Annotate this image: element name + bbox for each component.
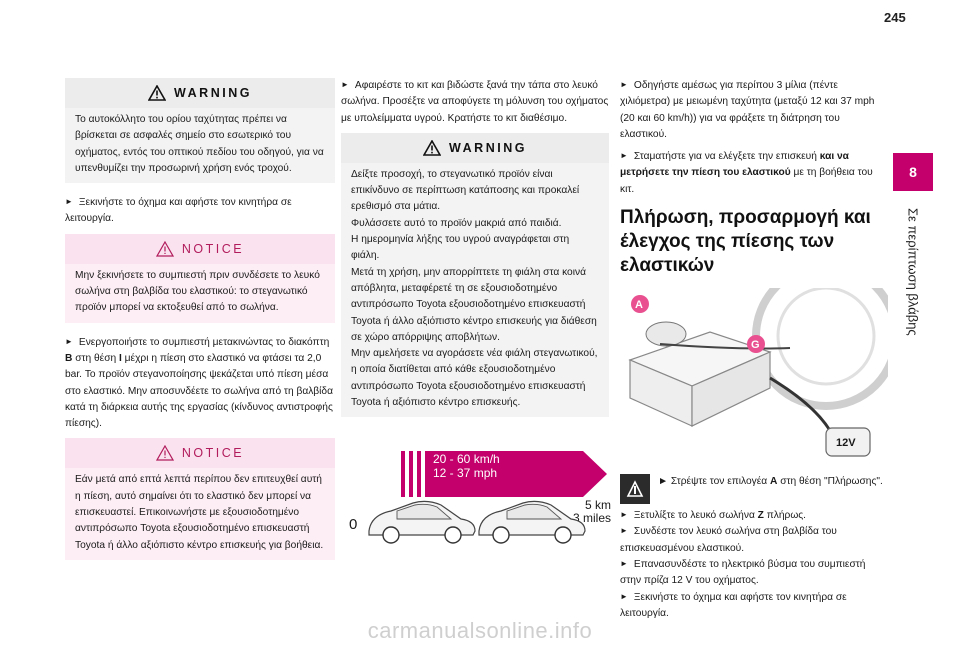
selector-dial-icon bbox=[620, 474, 650, 504]
notice-header-2 bbox=[65, 438, 335, 468]
driving-figure bbox=[341, 437, 609, 547]
chapter-title-wrap bbox=[893, 208, 933, 398]
chapter-tab[interactable]: 8 bbox=[893, 153, 933, 191]
page-number: 245 bbox=[884, 10, 906, 25]
speed-mph: 12 - 37 mph bbox=[433, 466, 498, 481]
warning-line: Μετά τη χρήση, μην απορρίπτετε τη φιάλη στα κοινά απόβλητα, μεταφέρετέ τη σε εξουσιοδοτημένο αντιπρόσωπο Toyota εξουσιοδοτημένο επισκευαστή Toyota ή άλλο αξιόπιστο κέντρο επισκευής για διάθεση σε χώρο απόρριψης αποβλήτων. bbox=[351, 266, 597, 343]
warning-label-2: WARNING bbox=[449, 140, 527, 155]
warning-triangle-icon bbox=[423, 140, 441, 156]
label-g: G bbox=[751, 339, 760, 352]
notice-text: Μην ξεκινήσετε το συμπιεστή πριν συνδέσετε το λευκό σωλήνα στη βαλβίδα του ελαστικού: το στεγανωτικό προϊόν μπορεί να εκτοξευθεί από το σωλήνα. bbox=[65, 264, 335, 323]
instruction-start-engine-2: ► Ξεκινήστε το όχημα και αφήστε τον κινητήρα σε λειτουργία. bbox=[620, 590, 888, 623]
instruction-remove-kit: ► Αφαιρέστε το κιτ και βιδώστε ξανά την τάπα στο λευκό σωλήνα. Προσέξτε να αποφύγετε τη μόλυνση του οχήματος με υπολείμματα υγρού. Κρατήστε το κιτ διαθέσιμο. bbox=[341, 78, 609, 127]
column-3 bbox=[620, 78, 888, 628]
section-heading: Πλήρωση, προσαρμογή και έλεγχος της πίεσης των ελαστικών bbox=[620, 207, 871, 277]
warning-header-2 bbox=[341, 133, 609, 163]
start-label: 0 bbox=[349, 516, 358, 534]
distance-miles: 3 miles bbox=[572, 511, 611, 526]
warning-box bbox=[65, 78, 335, 183]
notice-text-2: Εάν μετά από επτά λεπτά περίπου δεν επιτευχθεί αυτή η πίεση, αυτό σημαίνει ότι το ελαστικό δεν μπορεί να επισκευαστεί. Επικοινωνήστε με εξουσιοδοτημένο αντιπρόσωπο Toyota εξουσιοδοτημένο επισκευαστή Toyota ή άλλο αξιόπιστο κέντρο επισκευής για βοήθεια. bbox=[65, 468, 335, 559]
notice-box bbox=[65, 234, 335, 323]
selector-instruction-row bbox=[620, 474, 888, 504]
warning-line: Δείξτε προσοχή, το στεγανωτικό προϊόν είναι επικίνδυνο σε περίπτωση κατάποσης και προκαλεί ερεθισμό στα μάτια. bbox=[351, 168, 580, 213]
notice-label-2: NOTICE bbox=[181, 446, 245, 461]
instruction-stop-check: ► Σταματήστε για να ελέγξετε την επισκευή και να μετρήσετε την πίεση του ελαστικού με τη βοήθεια του κιτ. bbox=[620, 149, 888, 198]
tyre-inflate-icon bbox=[624, 478, 646, 500]
instruction-start-engine: ► Ξεκινήστε το όχημα και αφήστε τον κινητήρα σε λειτουργία. bbox=[65, 195, 335, 228]
speed-kmh: 20 - 60 km/h bbox=[433, 452, 500, 467]
warning-label: WARNING bbox=[174, 85, 252, 100]
distance-km: 5 km bbox=[584, 498, 611, 513]
car-icon bbox=[361, 495, 481, 545]
car-icon bbox=[471, 495, 591, 545]
instruction-drive: ► Οδηγήστε αμέσως για περίπου 3 μίλια (πέντε χιλιόμετρα) με μειωμένη ταχύτητα (μεταξύ 12 και 37 mph (20 και 60 km/h)) για να φράξετε τη διάτρηση του ελαστικού. bbox=[620, 78, 888, 143]
notice-triangle-icon bbox=[156, 445, 174, 461]
instruction-turn-selector: ► Στρέψτε τον επιλογέα A στη θέση "Πλήρωσης". bbox=[658, 476, 883, 488]
notice-triangle-icon bbox=[156, 241, 174, 257]
notice-label: NOTICE bbox=[181, 241, 245, 256]
warning-box-2 bbox=[341, 133, 609, 417]
warning-triangle-icon bbox=[148, 85, 166, 101]
column-2 bbox=[341, 78, 609, 547]
instruction-reconnect-plug: ► Επανασυνδέστε το ηλεκτρικό βύσμα του συμπιεστή στην πρίζα 12 V του οχήματος. bbox=[620, 557, 888, 590]
warning-text: Το αυτοκόλλητο του ορίου ταχύτητας πρέπει να βρίσκεται σε ασφαλές σημείο στο εσωτερικό του οχήματος, εντός του οπτικού πεδίου του οδηγού, για να υπενθυμίζει την προσωρινή χρήση ενός τροχού. bbox=[65, 108, 335, 183]
instruction-unwind-hose: ► Ξετυλίξτε το λευκό σωλήνα Z πλήρως. bbox=[620, 508, 888, 524]
label-12v: 12V bbox=[836, 437, 856, 450]
instruction-activate-compressor: ► Ενεργοποιήστε το συμπιεστή μετακινώντας το διακόπτη B στη θέση I μέχρι η πίεση στο ελαστικό να φτάσει τα 2,0 bar. Το προϊόν στεγανοποίησης ψεκάζεται υπό πίεση μέσα στο ελαστικό. Μην αποσυνδέετε το σωλήνα από τη βαλβίδα κατά τη διάρκεια αυτής της εργασίας (κίνδυνος αντιστροφής πίεσης). bbox=[65, 335, 335, 433]
warning-text-2 bbox=[341, 163, 609, 417]
notice-box-2 bbox=[65, 438, 335, 559]
warning-line: Μην αμελήσετε να αγοράσετε νέα φιάλη στεγανωτικού, η οποία διατίθεται από κάθε εξουσιοδοτημένο αντιπρόσωπο Toyota εξουσιοδοτημένο επισκευαστή Toyota ή αξιόπιστο κέντρο επισκευής. bbox=[351, 348, 598, 409]
speed-text bbox=[433, 452, 500, 480]
watermark: carmanualsonline.info bbox=[367, 618, 593, 643]
warning-line: Φυλάσσετε αυτό το προϊόν μακριά από παιδιά. bbox=[351, 217, 562, 229]
label-a: A bbox=[635, 299, 643, 312]
chapter-title: Σε περίπτωση βλάβης bbox=[905, 208, 921, 336]
warning-header bbox=[65, 78, 335, 108]
kit-figure bbox=[620, 288, 888, 466]
instruction-connect-hose: ► Συνδέστε τον λευκό σωλήνα στη βαλβίδα του επισκευασμένου ελαστικού. bbox=[620, 524, 888, 557]
column-1 bbox=[65, 78, 335, 572]
warning-line: Η ημερομηνία λήξης του υγρού αναγράφεται στη φιάλη. bbox=[351, 234, 570, 262]
notice-header bbox=[65, 234, 335, 264]
